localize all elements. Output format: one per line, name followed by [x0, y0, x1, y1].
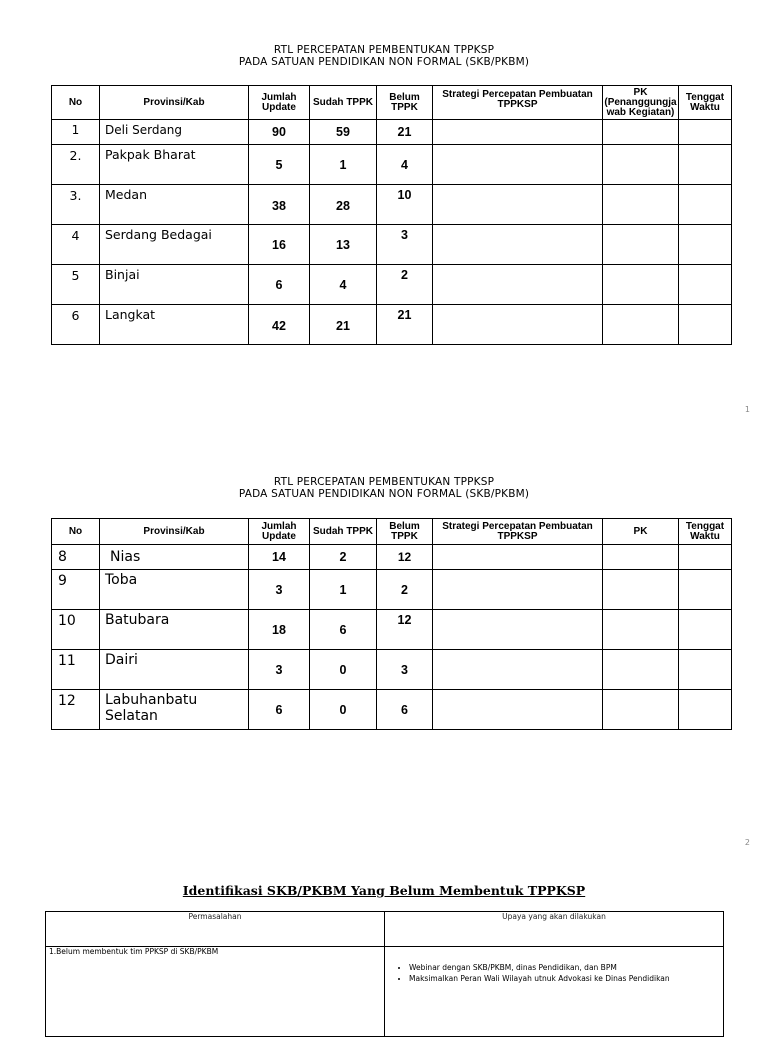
cell-no: 2. [52, 145, 100, 185]
cell-belum: 3 [377, 650, 433, 690]
cell-no: 1 [52, 120, 100, 145]
cell-tenggat [679, 690, 732, 730]
header-tenggat: Tenggat Waktu [679, 86, 732, 120]
cell-tenggat [679, 650, 732, 690]
cell-provinsi: Dairi [100, 650, 249, 690]
cell-no: 6 [52, 305, 100, 345]
header-tenggat: Tenggat Waktu [679, 519, 732, 545]
cell-pk [603, 225, 679, 265]
page-number-1: 1 [744, 405, 750, 414]
cell-tenggat [679, 570, 732, 610]
cell-pk [603, 610, 679, 650]
cell-tenggat [679, 545, 732, 570]
cell-no: 10 [52, 610, 100, 650]
cell-upaya [385, 947, 724, 1037]
cell-strategi [433, 610, 603, 650]
table-row [52, 650, 732, 690]
cell-provinsi: Binjai [100, 265, 249, 305]
cell-no: 8 [52, 545, 100, 570]
cell-no: 4 [52, 225, 100, 265]
rtl-table-1 [51, 85, 732, 345]
cell-strategi [433, 305, 603, 345]
list-item: • Webinar dengan SKB/PKBM, dinas Pendidikan, dan BPM [409, 962, 723, 973]
cell-pk [603, 570, 679, 610]
cell-jumlah: 90 [249, 120, 310, 145]
cell-jumlah: 3 [249, 570, 310, 610]
cell-strategi [433, 265, 603, 305]
header-strategi: Strategi Percepatan Pembuatan TPPKSP [433, 86, 603, 120]
cell-sudah: 2 [310, 545, 377, 570]
cell-tenggat [679, 120, 732, 145]
cell-sudah: 1 [310, 145, 377, 185]
cell-belum: 21 [377, 305, 433, 345]
page-number-2: 2 [744, 838, 750, 847]
cell-provinsi: Deli Serdang [100, 120, 249, 145]
cell-provinsi: Medan [100, 185, 249, 225]
cell-belum: 10 [377, 185, 433, 225]
cell-tenggat [679, 225, 732, 265]
table-row [52, 225, 732, 265]
cell-provinsi: Langkat [100, 305, 249, 345]
cell-sudah: 13 [310, 225, 377, 265]
cell-provinsi: Nias [100, 545, 249, 570]
cell-tenggat [679, 265, 732, 305]
cell-provinsi: Labuhanbatu Selatan [100, 690, 249, 730]
cell-belum: 6 [377, 690, 433, 730]
header-no: No [52, 519, 100, 545]
cell-problem: 1.Belum membentuk tim PPKSP di SKB/PKBM [46, 947, 385, 1037]
cell-strategi [433, 545, 603, 570]
cell-strategi [433, 570, 603, 610]
table2-title-line2: PADA SATUAN PENDIDIKAN NON FORMAL (SKB/PKBM) [238, 488, 530, 500]
header-jumlah-update: Jumlah Update [249, 519, 310, 545]
cell-pk [603, 185, 679, 225]
table-row [52, 545, 732, 570]
cell-pk [603, 305, 679, 345]
list-item: • Maksimalkan Peran Wali Wilayah utnuk Advokasi ke Dinas Pendidikan [409, 973, 723, 984]
cell-pk [603, 545, 679, 570]
cell-tenggat [679, 185, 732, 225]
header-pk: PK [603, 519, 679, 545]
cell-tenggat [679, 305, 732, 345]
cell-pk [603, 650, 679, 690]
table-row [52, 120, 732, 145]
cell-sudah: 4 [310, 265, 377, 305]
cell-strategi [433, 650, 603, 690]
rtl-table-2 [51, 518, 732, 730]
cell-provinsi: Serdang Bedagai [100, 225, 249, 265]
table-row [52, 145, 732, 185]
upaya-list [385, 962, 723, 984]
cell-belum: 3 [377, 225, 433, 265]
cell-tenggat [679, 145, 732, 185]
cell-sudah: 0 [310, 690, 377, 730]
table-row [52, 570, 732, 610]
cell-strategi [433, 120, 603, 145]
header-strategi: Strategi Percepatan Pembuatan TPPKSP [433, 519, 603, 545]
table-row [52, 690, 732, 730]
cell-belum: 12 [377, 610, 433, 650]
header-upaya: Upaya yang akan dilakukan [385, 912, 724, 947]
cell-belum: 12 [377, 545, 433, 570]
identifikasi-row [46, 947, 724, 1037]
cell-jumlah: 14 [249, 545, 310, 570]
header-pk: PK (Penanggungja wab Kegiatan) [604, 86, 677, 118]
cell-sudah: 21 [310, 305, 377, 345]
cell-pk [603, 265, 679, 305]
header-no: No [52, 86, 100, 120]
identifikasi-title: Identifikasi SKB/PKBM Yang Belum Membentuk TPPKSP [182, 883, 586, 898]
cell-strategi [433, 145, 603, 185]
header-provinsi: Provinsi/Kab [100, 519, 249, 545]
cell-strategi [433, 185, 603, 225]
cell-provinsi: Batubara [100, 610, 249, 650]
header-permasalahan: Permasalahan [46, 912, 385, 947]
cell-sudah: 59 [310, 120, 377, 145]
table-row [52, 265, 732, 305]
cell-jumlah: 16 [249, 225, 310, 265]
cell-no: 11 [52, 650, 100, 690]
table-row [52, 610, 732, 650]
cell-belum: 21 [377, 120, 433, 145]
cell-sudah: 0 [310, 650, 377, 690]
cell-jumlah: 3 [249, 650, 310, 690]
cell-strategi [433, 690, 603, 730]
cell-sudah: 6 [310, 610, 377, 650]
cell-belum: 2 [377, 570, 433, 610]
cell-sudah: 1 [310, 570, 377, 610]
table-header-row [52, 86, 732, 120]
header-sudah-tppk: Sudah TPPK [310, 519, 377, 545]
cell-pk [603, 145, 679, 185]
header-belum-tppk: Belum TPPK [377, 519, 433, 545]
header-jumlah-update: Jumlah Update [249, 86, 310, 120]
cell-jumlah: 38 [249, 185, 310, 225]
header-sudah-tppk: Sudah TPPK [310, 86, 377, 120]
table-header-row [52, 519, 732, 545]
cell-no: 3. [52, 185, 100, 225]
cell-sudah: 28 [310, 185, 377, 225]
cell-provinsi: Toba [100, 570, 249, 610]
cell-no: 9 [52, 570, 100, 610]
cell-pk [603, 690, 679, 730]
cell-jumlah: 6 [249, 690, 310, 730]
header-belum-tppk: Belum TPPK [377, 86, 433, 120]
cell-provinsi: Pakpak Bharat [100, 145, 249, 185]
cell-jumlah: 18 [249, 610, 310, 650]
cell-no: 12 [52, 690, 100, 730]
cell-tenggat [679, 610, 732, 650]
table-row [52, 185, 732, 225]
cell-belum: 4 [377, 145, 433, 185]
table1-title-line2: PADA SATUAN PENDIDIKAN NON FORMAL (SKB/PKBM) [238, 56, 530, 68]
identifikasi-header-row [46, 912, 724, 947]
cell-jumlah: 6 [249, 265, 310, 305]
cell-jumlah: 42 [249, 305, 310, 345]
cell-no: 5 [52, 265, 100, 305]
cell-pk [603, 120, 679, 145]
table1-title-line1: RTL PERCEPATAN PEMBENTUKAN TPPKSP [273, 44, 495, 56]
cell-jumlah: 5 [249, 145, 310, 185]
cell-strategi [433, 225, 603, 265]
table-row [52, 305, 732, 345]
header-provinsi: Provinsi/Kab [100, 86, 249, 120]
identifikasi-table [45, 911, 724, 1037]
table2-title-line1: RTL PERCEPATAN PEMBENTUKAN TPPKSP [273, 476, 495, 488]
cell-belum: 2 [377, 265, 433, 305]
